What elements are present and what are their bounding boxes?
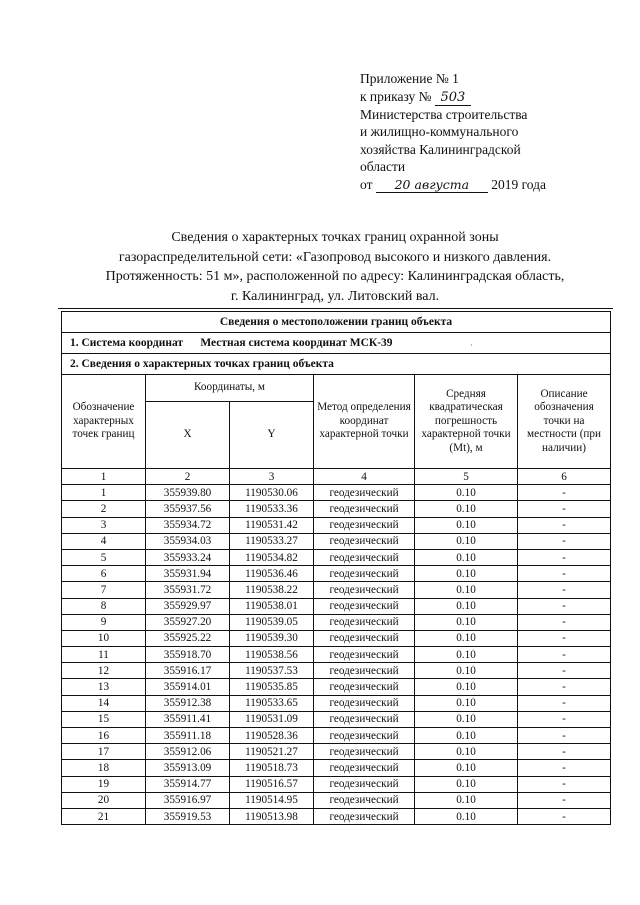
header-x: X xyxy=(146,402,230,469)
coord-y: 1190530.06 xyxy=(230,485,314,501)
coord-y: 1190513.98 xyxy=(230,808,314,824)
coord-y: 1190539.05 xyxy=(230,614,314,630)
table-row xyxy=(62,630,611,646)
table-row xyxy=(62,776,611,792)
method: геодезический xyxy=(314,647,415,663)
method: геодезический xyxy=(314,517,415,533)
coord-x: 355939.80 xyxy=(146,485,230,501)
description: - xyxy=(518,792,611,808)
annex-line-6: области xyxy=(360,159,406,174)
method: геодезический xyxy=(314,808,415,824)
accuracy: 0.10 xyxy=(415,744,518,760)
method: геодезический xyxy=(314,760,415,776)
point-number: 12 xyxy=(62,663,146,679)
accuracy: 0.10 xyxy=(415,517,518,533)
accuracy: 0.10 xyxy=(415,647,518,663)
method: геодезический xyxy=(314,485,415,501)
coord-x: 355911.18 xyxy=(146,728,230,744)
method: геодезический xyxy=(314,598,415,614)
points-section-title: 2. Сведения о характерных точках границ объекта xyxy=(62,354,611,375)
description: - xyxy=(518,647,611,663)
description: - xyxy=(518,695,611,711)
method: геодезический xyxy=(314,630,415,646)
point-number: 11 xyxy=(62,647,146,663)
annex-line-5: хозяйства Калининградской xyxy=(360,141,521,157)
document-title xyxy=(40,228,630,306)
point-number: 4 xyxy=(62,533,146,549)
table-row xyxy=(62,485,611,501)
description: - xyxy=(518,728,611,744)
description: - xyxy=(518,549,611,565)
description: - xyxy=(518,566,611,582)
point-number: 9 xyxy=(62,614,146,630)
coord-y: 1190521.27 xyxy=(230,744,314,760)
accuracy: 0.10 xyxy=(415,501,518,517)
description: - xyxy=(518,776,611,792)
coord-y: 1190539.30 xyxy=(230,630,314,646)
point-number: 6 xyxy=(62,566,146,582)
column-number: 4 xyxy=(314,469,415,485)
point-number: 16 xyxy=(62,728,146,744)
method: геодезический xyxy=(314,501,415,517)
column-number-row xyxy=(62,469,611,485)
column-number: 6 xyxy=(518,469,611,485)
point-number: 19 xyxy=(62,776,146,792)
order-number-handwritten: 503 xyxy=(435,91,471,106)
accuracy: 0.10 xyxy=(415,679,518,695)
coord-y: 1190533.36 xyxy=(230,501,314,517)
annex-line-2 xyxy=(360,88,620,106)
coord-y: 1190514.95 xyxy=(230,792,314,808)
coord-x: 355913.09 xyxy=(146,760,230,776)
coord-y: 1190538.22 xyxy=(230,582,314,598)
table-row xyxy=(62,614,611,630)
table-row xyxy=(62,808,611,824)
coord-y: 1190536.46 xyxy=(230,566,314,582)
accuracy: 0.10 xyxy=(415,808,518,824)
coord-x: 355916.17 xyxy=(146,663,230,679)
table-row xyxy=(62,760,611,776)
table-row xyxy=(62,679,611,695)
point-number: 14 xyxy=(62,695,146,711)
method: геодезический xyxy=(314,663,415,679)
coord-y: 1190531.09 xyxy=(230,711,314,727)
description: - xyxy=(518,711,611,727)
coord-y: 1190533.65 xyxy=(230,695,314,711)
coord-x: 355931.94 xyxy=(146,566,230,582)
annex-line-4: и жилищно-коммунального xyxy=(360,124,519,139)
coord-system-row xyxy=(62,333,611,354)
method: геодезический xyxy=(314,582,415,598)
table-row xyxy=(62,566,611,582)
boundary-points-table xyxy=(61,311,611,825)
coord-y: 1190533.27 xyxy=(230,533,314,549)
accuracy: 0.10 xyxy=(415,711,518,727)
description: - xyxy=(518,808,611,824)
header-method: Метод определения координат характерной точки xyxy=(314,375,415,469)
table-section-title: Сведения о местоположении границ объекта xyxy=(62,312,611,333)
scan-mark: ˙ xyxy=(470,343,473,353)
description: - xyxy=(518,663,611,679)
description: - xyxy=(518,517,611,533)
annex-line-3: Министерства строительства xyxy=(360,106,528,122)
table-row xyxy=(62,728,611,744)
coord-y: 1190538.01 xyxy=(230,598,314,614)
coord-x: 355912.06 xyxy=(146,744,230,760)
coord-x: 355933.24 xyxy=(146,549,230,565)
coord-x: 355931.72 xyxy=(146,582,230,598)
annex-date-line xyxy=(360,176,620,194)
coord-x: 355912.38 xyxy=(146,695,230,711)
table-outer-frame xyxy=(58,308,613,309)
method: геодезический xyxy=(314,776,415,792)
accuracy: 0.10 xyxy=(415,549,518,565)
title-line-3: Протяженность: 51 м», расположенной по адресу: Калининградская область, xyxy=(105,269,565,284)
point-number: 10 xyxy=(62,630,146,646)
point-number: 1 xyxy=(62,485,146,501)
method: геодезический xyxy=(314,744,415,760)
accuracy: 0.10 xyxy=(415,533,518,549)
description: - xyxy=(518,533,611,549)
description: - xyxy=(518,614,611,630)
point-number: 7 xyxy=(62,582,146,598)
header-coords: Координаты, м xyxy=(146,375,314,402)
description: - xyxy=(518,582,611,598)
coord-y: 1190528.36 xyxy=(230,728,314,744)
coord-y: 1190531.42 xyxy=(230,517,314,533)
table-row xyxy=(62,647,611,663)
coord-x: 355919.53 xyxy=(146,808,230,824)
point-number: 20 xyxy=(62,792,146,808)
coord-x: 355934.03 xyxy=(146,533,230,549)
description: - xyxy=(518,744,611,760)
table-row xyxy=(62,501,611,517)
column-number: 5 xyxy=(415,469,518,485)
method: геодезический xyxy=(314,695,415,711)
accuracy: 0.10 xyxy=(415,776,518,792)
table-row xyxy=(62,695,611,711)
point-number: 15 xyxy=(62,711,146,727)
title-line-1: Сведения о характерных точках границ охранной зоны xyxy=(171,230,499,245)
coord-y: 1190516.57 xyxy=(230,776,314,792)
coord-x: 355911.41 xyxy=(146,711,230,727)
coord-y: 1190534.82 xyxy=(230,549,314,565)
coord-y: 1190518.73 xyxy=(230,760,314,776)
coord-x: 355918.70 xyxy=(146,647,230,663)
coord-system-value: Местная система координат МСК-39 xyxy=(200,337,393,349)
coord-x: 355914.01 xyxy=(146,679,230,695)
description: - xyxy=(518,598,611,614)
accuracy: 0.10 xyxy=(415,695,518,711)
table-row xyxy=(62,663,611,679)
date-prefix: от xyxy=(360,176,373,192)
point-number: 17 xyxy=(62,744,146,760)
point-number: 3 xyxy=(62,517,146,533)
point-number: 5 xyxy=(62,549,146,565)
method: геодезический xyxy=(314,614,415,630)
title-line-2: газораспределительной сети: «Газопровод высокого и низкого давления. xyxy=(118,249,552,265)
method: геодезический xyxy=(314,679,415,695)
date-handwritten: 20 августа xyxy=(376,178,488,193)
coord-y: 1190538.56 xyxy=(230,647,314,663)
accuracy: 0.10 xyxy=(415,663,518,679)
description: - xyxy=(518,760,611,776)
accuracy: 0.10 xyxy=(415,728,518,744)
annex-line-1: Приложение № 1 xyxy=(360,71,459,86)
accuracy: 0.10 xyxy=(415,598,518,614)
accuracy: 0.10 xyxy=(415,582,518,598)
table-row xyxy=(62,598,611,614)
header-y: Y xyxy=(230,402,314,469)
date-suffix: 2019 года xyxy=(491,176,547,192)
description: - xyxy=(518,679,611,695)
coord-x: 355914.77 xyxy=(146,776,230,792)
annex-header xyxy=(360,70,620,193)
accuracy: 0.10 xyxy=(415,792,518,808)
table-row xyxy=(62,744,611,760)
accuracy: 0.10 xyxy=(415,630,518,646)
point-number: 18 xyxy=(62,760,146,776)
accuracy: 0.10 xyxy=(415,485,518,501)
title-line-4: г. Калининград, ул. Литовский вал. xyxy=(230,288,440,304)
point-number: 2 xyxy=(62,501,146,517)
column-number: 3 xyxy=(230,469,314,485)
header-accuracy: Средняя квадратическая погрешность характерной точки (Mt), м xyxy=(415,375,518,469)
description: - xyxy=(518,485,611,501)
coord-x: 355916.97 xyxy=(146,792,230,808)
point-number: 21 xyxy=(62,808,146,824)
point-number: 8 xyxy=(62,598,146,614)
table-row xyxy=(62,517,611,533)
accuracy: 0.10 xyxy=(415,614,518,630)
column-number: 1 xyxy=(62,469,146,485)
coord-x: 355925.22 xyxy=(146,630,230,646)
description: - xyxy=(518,630,611,646)
coord-x: 355934.72 xyxy=(146,517,230,533)
method: геодезический xyxy=(314,566,415,582)
accuracy: 0.10 xyxy=(415,566,518,582)
header-description: Описание обозначения точки на местности (при наличии) xyxy=(518,375,611,469)
coord-system-label: 1. Система координат xyxy=(70,337,184,349)
coord-x: 355929.97 xyxy=(146,598,230,614)
coord-y: 1190537.53 xyxy=(230,663,314,679)
method: геодезический xyxy=(314,711,415,727)
method: геодезический xyxy=(314,533,415,549)
method: геодезический xyxy=(314,728,415,744)
description: - xyxy=(518,501,611,517)
table-row xyxy=(62,549,611,565)
table-row xyxy=(62,533,611,549)
table-row xyxy=(62,582,611,598)
point-number: 13 xyxy=(62,679,146,695)
order-prefix: к приказу № xyxy=(360,88,432,104)
header-point: Обозначение характерных точек границ xyxy=(62,375,146,469)
coord-y: 1190535.85 xyxy=(230,679,314,695)
method: геодезический xyxy=(314,549,415,565)
method: геодезический xyxy=(314,792,415,808)
coord-x: 355927.20 xyxy=(146,614,230,630)
table-row xyxy=(62,792,611,808)
accuracy: 0.10 xyxy=(415,760,518,776)
column-number: 2 xyxy=(146,469,230,485)
coord-x: 355937.56 xyxy=(146,501,230,517)
table-row xyxy=(62,711,611,727)
